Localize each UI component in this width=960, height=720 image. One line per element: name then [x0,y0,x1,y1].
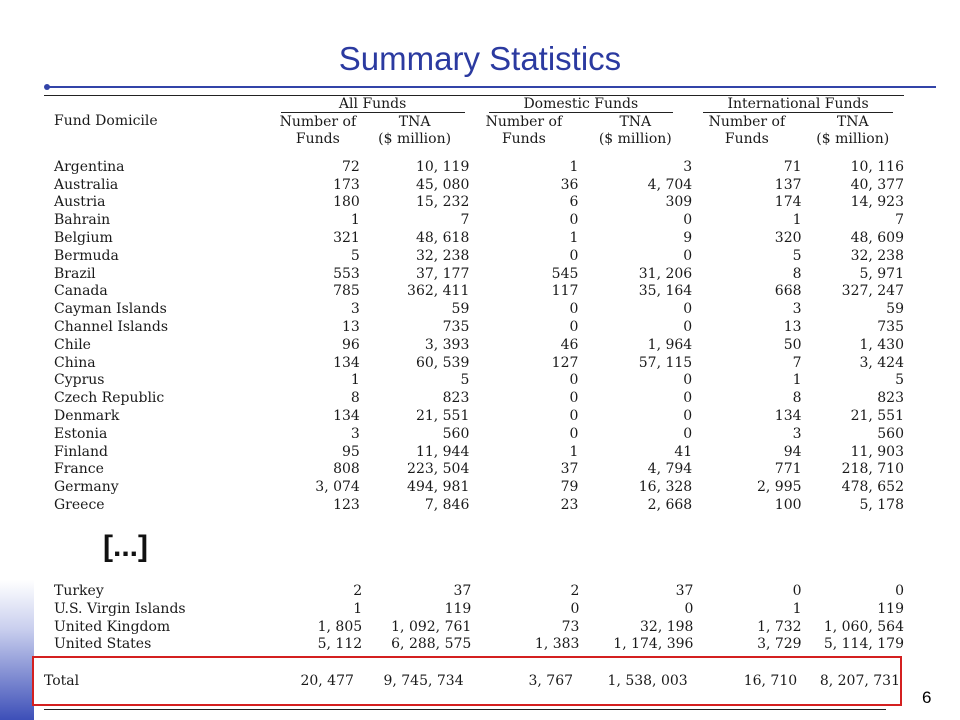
cell-dom-tna: 16, 328 [638,479,693,496]
cell-dom-tna: 0 [683,212,693,229]
cell-all-count: 8 [350,390,360,407]
cell-domicile: Denmark [54,407,120,424]
cell-intl-tna: 5, 114, 179 [823,636,904,653]
group-header-row [44,96,904,114]
summary-table-top [44,95,904,515]
cell-dom-count: 127 [551,354,579,371]
cell-dom-count: 0 [570,600,580,617]
cell-all-count: 3, 074 [315,479,360,496]
cell-all-count: 1 [350,212,360,229]
table-row [44,194,904,212]
cell-all-tna: 10, 119 [415,158,470,175]
cell-all-count: 180 [333,194,360,211]
cell-intl-count: 137 [774,176,802,193]
cell-domicile: Bahrain [54,212,111,229]
cell-dom-tna: 0 [683,390,693,407]
table-row [44,372,904,390]
cell-all-tna: 494, 981 [407,479,470,496]
cell-domicile: Finland [54,443,109,460]
side-decoration-strip [0,580,34,720]
all-count-header-2: Funds [295,130,340,147]
intl-count-header-1: Number of [708,113,786,130]
cell-intl-tna: 59 [886,301,904,318]
cell-intl-count: 320 [774,229,802,246]
cell-intl-count: 1, 732 [757,618,802,635]
cell-all-count: 785 [333,283,360,300]
cell-intl-count: 134 [774,407,802,424]
cell-intl-count: 50 [783,336,802,353]
cell-all-tna: 21, 551 [415,407,470,424]
cell-all-count: 1 [353,600,363,617]
cell-intl-tna: 1, 060, 564 [823,618,904,635]
table-row [44,319,904,337]
cell-intl-tna: 5, 971 [859,265,904,282]
cell-all-count: 134 [333,407,360,424]
cell-intl-tna: 7 [895,212,904,229]
table-row [44,337,904,355]
cell-intl-count: 1 [792,212,802,229]
table-row [44,479,904,497]
cell-dom-tna: 4, 794 [647,461,693,478]
cell-dom-tna: 0 [683,301,693,318]
cell-domicile: France [54,461,104,478]
cell-dom-count: 0 [569,247,579,264]
cell-dom-tna: 0 [683,372,693,389]
cell-dom-tna: 0 [683,247,693,264]
cell-intl-tna: 11, 903 [850,443,904,460]
cell-all-tna: 15, 232 [415,194,470,211]
cell-domicile: Chile [54,336,91,353]
cell-dom-tna: 4, 704 [647,176,693,193]
cell-dom-count: 1 [569,158,579,175]
total-all-tna: 9, 745, 734 [383,673,464,689]
cell-dom-tna: 35, 164 [638,283,693,300]
cell-dom-tna: 41 [674,443,693,460]
table-body-top [44,159,904,515]
cell-intl-count: 3 [792,301,802,318]
group-domestic-funds [469,96,692,114]
table-row [44,583,904,601]
dom-tna-header-2: ($ million) [598,130,672,147]
total-dom-tna: 1, 538, 003 [607,673,688,689]
cell-all-tna: 735 [442,318,470,335]
cell-domicile: Canada [54,283,108,300]
table-row [44,408,904,426]
cell-all-count: 123 [333,496,360,513]
cell-dom-count: 73 [561,618,580,635]
cell-intl-tna: 5 [895,372,904,389]
cell-dom-count: 0 [569,390,579,407]
intl-count-header-2: Funds [724,130,769,147]
cell-intl-tna: 40, 377 [850,176,904,193]
cell-intl-tna: 21, 551 [850,407,904,424]
cell-all-count: 1, 805 [317,618,363,635]
cell-all-tna: 823 [442,390,470,407]
cell-all-tna: 59 [451,301,470,318]
cell-dom-tna: 0 [683,407,693,424]
cell-dom-tna: 31, 206 [638,265,693,282]
cell-intl-count: 668 [774,283,802,300]
all-count-header-1: Number of [279,113,357,130]
cell-dom-count: 37 [560,461,579,478]
cell-dom-count: 36 [560,176,579,193]
cell-intl-tna: 14, 923 [850,194,904,211]
cell-intl-count: 1 [792,372,802,389]
cell-dom-count: 79 [560,479,579,496]
total-intl-tna: 8, 207, 731 [819,673,900,689]
cell-domicile: Germany [54,479,119,496]
cell-all-tna: 362, 411 [407,283,470,300]
cell-all-count: 72 [342,158,360,175]
sub-header-row-1 [44,113,904,131]
cell-domicile: Belgium [54,229,113,246]
cell-all-count: 1 [350,372,360,389]
cell-dom-tna: 3 [683,158,693,175]
cell-dom-count: 46 [560,336,579,353]
cell-domicile: Australia [54,176,119,193]
cell-dom-tna: 37 [675,583,694,599]
cell-all-count: 3 [350,301,360,318]
cell-all-tna: 7, 846 [424,496,470,513]
cell-dom-tna: 309 [665,194,693,211]
cell-intl-tna: 1, 430 [859,336,904,353]
cell-all-tna: 1, 092, 761 [391,618,472,635]
cell-all-count: 808 [333,461,360,478]
cell-all-count: 553 [333,265,360,282]
cell-domicile: Cayman Islands [54,301,167,318]
sub-header-row-2 [44,131,904,147]
total-row-body [44,671,900,691]
cell-domicile: Brazil [54,265,96,282]
cell-all-tna: 223, 504 [407,461,470,478]
cell-domicile: U.S. Virgin Islands [54,600,186,617]
group-international-funds-label: International Funds [703,96,893,113]
cell-dom-count: 1 [569,443,579,460]
cell-domicile: Greece [54,496,105,513]
cell-intl-count: 94 [783,443,802,460]
cell-intl-tna: 119 [877,600,904,617]
cell-all-count: 95 [342,443,360,460]
summary-table-bottom [44,583,904,654]
cell-all-tna: 7 [460,212,470,229]
cell-domicile: Austria [54,194,106,211]
cell-all-tna: 37, 177 [415,265,470,282]
cell-intl-tna: 32, 238 [850,247,904,264]
cell-intl-tna: 478, 652 [841,479,904,496]
cell-intl-tna: 3, 424 [859,354,904,371]
cell-domicile: Cyprus [54,372,105,389]
cell-intl-count: 771 [774,461,802,478]
cell-domicile: China [54,354,96,371]
cell-dom-tna: 2, 668 [647,496,693,513]
cell-dom-count: 117 [551,283,579,300]
table-row [44,283,904,301]
cell-domicile: Estonia [54,425,108,442]
cell-intl-tna: 0 [895,583,904,599]
cell-all-tna: 45, 080 [415,176,470,193]
cell-domicile: Channel Islands [54,318,169,335]
cell-intl-tna: 48, 609 [850,229,904,246]
intl-tna-header-2: ($ million) [816,130,890,147]
cell-all-count: 134 [333,354,360,371]
cell-all-tna: 119 [444,600,472,617]
cell-dom-tna: 0 [684,600,694,617]
cell-all-tna: 5 [460,372,470,389]
cell-intl-count: 5 [792,247,802,264]
table-row [44,636,904,654]
page-number: 6 [922,688,932,707]
cell-all-tna: 3, 393 [424,336,470,353]
cell-all-tna: 6, 288, 575 [391,636,472,653]
cell-intl-tna: 327, 247 [841,283,904,300]
slide-title: Summary Statistics [338,40,622,77]
cell-intl-tna: 218, 710 [841,461,904,478]
group-international-funds [692,96,904,114]
cell-intl-tna: 823 [877,390,904,407]
cell-dom-count: 545 [551,265,579,282]
all-tna-header-1: TNA [398,113,431,130]
cell-intl-count: 71 [783,158,802,175]
table-row [44,426,904,444]
cell-all-tna: 32, 238 [415,247,470,264]
cell-domicile: United Kingdom [54,618,171,635]
table-row [44,601,904,619]
cell-all-tna: 48, 618 [415,229,470,246]
cell-dom-tna: 9 [683,229,693,246]
cell-dom-count: 0 [569,425,579,442]
group-domestic-funds-label: Domestic Funds [489,96,673,113]
cell-intl-count: 2, 995 [757,479,802,496]
cell-intl-count: 13 [783,318,802,335]
cell-all-tna: 60, 539 [415,354,470,371]
cell-dom-count: 0 [569,407,579,424]
cell-dom-tna: 32, 198 [640,618,694,635]
cell-dom-count: 23 [560,496,579,513]
intl-tna-header-1: TNA [836,113,869,130]
cell-dom-count: 1, 383 [534,636,580,653]
table-bottom-rule [44,709,886,710]
table-row [44,212,904,230]
cell-all-count: 5, 112 [317,636,363,653]
table-row [44,444,904,462]
total-row [44,671,900,691]
group-all-funds [276,96,469,114]
dom-count-header-2: Funds [501,130,546,147]
cell-dom-tna: 1, 964 [647,336,693,353]
cell-intl-count: 174 [774,194,802,211]
dom-count-header-1: Number of [485,113,563,130]
cell-intl-count: 8 [792,265,802,282]
omitted-rows-ellipsis: [...] [103,530,148,563]
summary-table [44,95,904,515]
cell-dom-tna: 0 [683,318,693,335]
total-all-count: 20, 477 [300,673,354,689]
table-row [44,266,904,284]
cell-intl-tna: 560 [877,425,904,442]
cell-dom-count: 0 [569,372,579,389]
total-highlight-box [32,656,902,706]
cell-dom-count: 2 [570,583,580,599]
cell-dom-count: 0 [569,318,579,335]
row-header-label: Fund Domicile [54,113,158,129]
cell-domicile: Czech Republic [54,390,165,407]
dom-tna-header-1: TNA [619,113,652,130]
cell-all-count: 173 [333,176,360,193]
cell-all-count: 13 [342,318,360,335]
cell-intl-tna: 5, 178 [859,496,904,513]
cell-intl-tna: 735 [877,318,904,335]
total-label: Total [44,673,80,689]
cell-dom-count: 6 [569,194,579,211]
cell-dom-tna: 57, 115 [638,354,693,371]
table-body-bottom [44,583,904,654]
cell-dom-tna: 1, 174, 396 [613,636,694,653]
cell-all-count: 5 [350,247,360,264]
cell-intl-count: 3 [792,425,802,442]
cell-intl-count: 1 [792,600,802,617]
cell-dom-count: 0 [569,301,579,318]
total-intl-count: 16, 710 [743,673,798,689]
cell-all-count: 321 [333,229,360,246]
cell-intl-count: 8 [792,390,802,407]
cell-dom-count: 1 [569,229,579,246]
cell-all-count: 3 [350,425,360,442]
table-row [44,301,904,319]
table-row [44,230,904,248]
cell-intl-tna: 10, 116 [850,158,904,175]
total-dom-count: 3, 767 [528,673,574,689]
table-row [44,177,904,195]
table-row [44,497,904,515]
cell-dom-tna: 0 [683,425,693,442]
group-all-funds-label: All Funds [281,96,465,113]
cell-dom-count: 0 [569,212,579,229]
cell-domicile: Bermuda [54,247,119,264]
cell-domicile: Turkey [54,583,104,599]
all-tna-header-2: ($ million) [378,130,452,147]
cell-domicile: United States [54,636,152,653]
cell-all-count: 96 [342,336,360,353]
title-rule [46,86,936,88]
cell-all-tna: 37 [453,583,472,599]
cell-intl-count: 7 [792,354,802,371]
table-row [44,619,904,637]
cell-all-tna: 560 [442,425,470,442]
table-row [44,248,904,266]
cell-intl-count: 100 [774,496,802,513]
cell-intl-count: 3, 729 [757,636,802,653]
table-row [44,461,904,479]
cell-all-tna: 11, 944 [415,443,470,460]
cell-all-count: 2 [353,583,363,599]
table-row [44,355,904,373]
cell-intl-count: 0 [792,583,802,599]
cell-domicile: Argentina [54,158,125,175]
table-row [44,390,904,408]
table-row [44,159,904,177]
